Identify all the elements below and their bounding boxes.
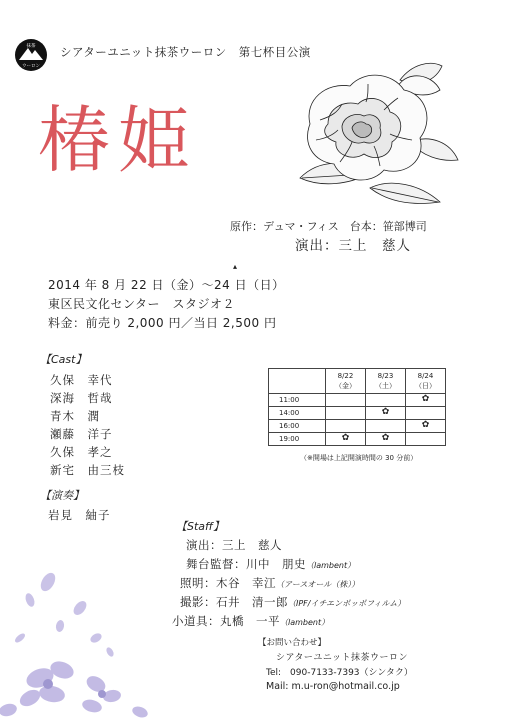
show-time: 14:00 bbox=[269, 406, 326, 419]
cast-member: 久保 孝之 bbox=[50, 445, 113, 459]
logo-text: ウーロン bbox=[22, 64, 40, 69]
show-cell bbox=[366, 419, 406, 432]
petals-decoration bbox=[0, 560, 170, 722]
timetable-day-header: 8/24 （日） bbox=[406, 369, 446, 394]
show-time: 19:00 bbox=[269, 432, 326, 445]
show-cell bbox=[406, 432, 446, 445]
venue: 東区民文化センター スタジオ２ bbox=[48, 297, 236, 311]
ticket-price: 料金：前売り 2,000 円／当日 2,500 円 bbox=[48, 316, 277, 330]
staff-member: 撮影：石井 清一郎（IPF/イチエンポッポフィルム） bbox=[180, 595, 406, 609]
staff-member: 小道具：丸橋 一平（lambent） bbox=[172, 614, 330, 628]
play-title: 椿姫 bbox=[38, 98, 199, 182]
credits-director: 演出：三上 慈人 bbox=[295, 238, 411, 254]
timetable-day-header: 8/22 （金） bbox=[326, 369, 366, 394]
show-time: 11:00 bbox=[269, 393, 326, 406]
show-cell bbox=[366, 432, 406, 445]
show-cell bbox=[326, 393, 366, 406]
flower-icon: ✿ bbox=[421, 420, 430, 431]
cast-heading: 【Cast】 bbox=[40, 353, 87, 366]
staff-note: （lambent） bbox=[306, 561, 356, 570]
timetable-row bbox=[269, 419, 446, 432]
music-member: 岩見 紬子 bbox=[48, 508, 111, 522]
staff-note: （IPF/イチエンポッポフィルム） bbox=[288, 599, 406, 608]
show-cell bbox=[406, 393, 446, 406]
timetable-corner bbox=[269, 369, 326, 394]
show-cell bbox=[406, 419, 446, 432]
contact-email: Mail: m.u-ron@hotmail.co.jp bbox=[266, 681, 400, 692]
staff-heading: 【Staff】 bbox=[176, 520, 224, 533]
cast-member: 新宅 由三枝 bbox=[50, 463, 125, 477]
show-cell bbox=[326, 419, 366, 432]
timetable-day-header: 8/23 （土） bbox=[366, 369, 406, 394]
show-cell bbox=[326, 406, 366, 419]
show-time: 16:00 bbox=[269, 419, 326, 432]
troupe-logo bbox=[14, 38, 48, 72]
staff-note: （アースオール（株）） bbox=[276, 580, 360, 589]
cast-member: 青木 潤 bbox=[50, 409, 100, 423]
camellia-illustration bbox=[280, 50, 462, 208]
contact-organization: シアターユニット抹茶ウーロン bbox=[276, 653, 409, 663]
show-cell bbox=[406, 406, 446, 419]
staff-note: （lambent） bbox=[280, 618, 330, 627]
show-cell bbox=[366, 393, 406, 406]
flower-icon: ✿ bbox=[381, 407, 390, 418]
cast-member: 瀬藤 洋子 bbox=[50, 427, 113, 441]
music-heading: 【演奏】 bbox=[40, 489, 84, 502]
timetable-row bbox=[269, 432, 446, 445]
show-cell bbox=[366, 406, 406, 419]
flower-icon: ✿ bbox=[341, 433, 350, 444]
contact-heading: 【お問い合わせ】 bbox=[258, 638, 327, 648]
contact-phone: Tel: 090-7133-7393（シンタク） bbox=[266, 668, 413, 678]
cast-member: 久保 幸代 bbox=[50, 373, 113, 387]
show-cell bbox=[326, 432, 366, 445]
performance-date: 2014 年 8 月 22 日（金）〜24 日（日） bbox=[48, 278, 285, 292]
credits-author: 原作：デュマ・フィス 台本：笹部博司 bbox=[230, 220, 427, 233]
performance-timetable bbox=[268, 368, 446, 446]
stray-dot: ▴ bbox=[233, 262, 238, 271]
staff-member: 演出：三上 慈人 bbox=[186, 538, 282, 552]
cast-member: 深海 哲哉 bbox=[50, 391, 113, 405]
timetable-note: （※開場は上記開演時間の 30 分前） bbox=[300, 454, 418, 462]
staff-member: 照明：木谷 幸江（アースオール（株）） bbox=[180, 576, 360, 590]
timetable-row bbox=[269, 393, 446, 406]
flower-icon: ✿ bbox=[421, 394, 430, 405]
timetable-row bbox=[269, 406, 446, 419]
flower-icon: ✿ bbox=[381, 433, 390, 444]
staff-member: 舞台監督：川中 朋史（lambent） bbox=[186, 557, 356, 571]
svg-text:抹茶: 抹茶 bbox=[26, 44, 36, 49]
company-line: シアターユニット抹茶ウーロン 第七杯目公演 bbox=[60, 45, 311, 59]
